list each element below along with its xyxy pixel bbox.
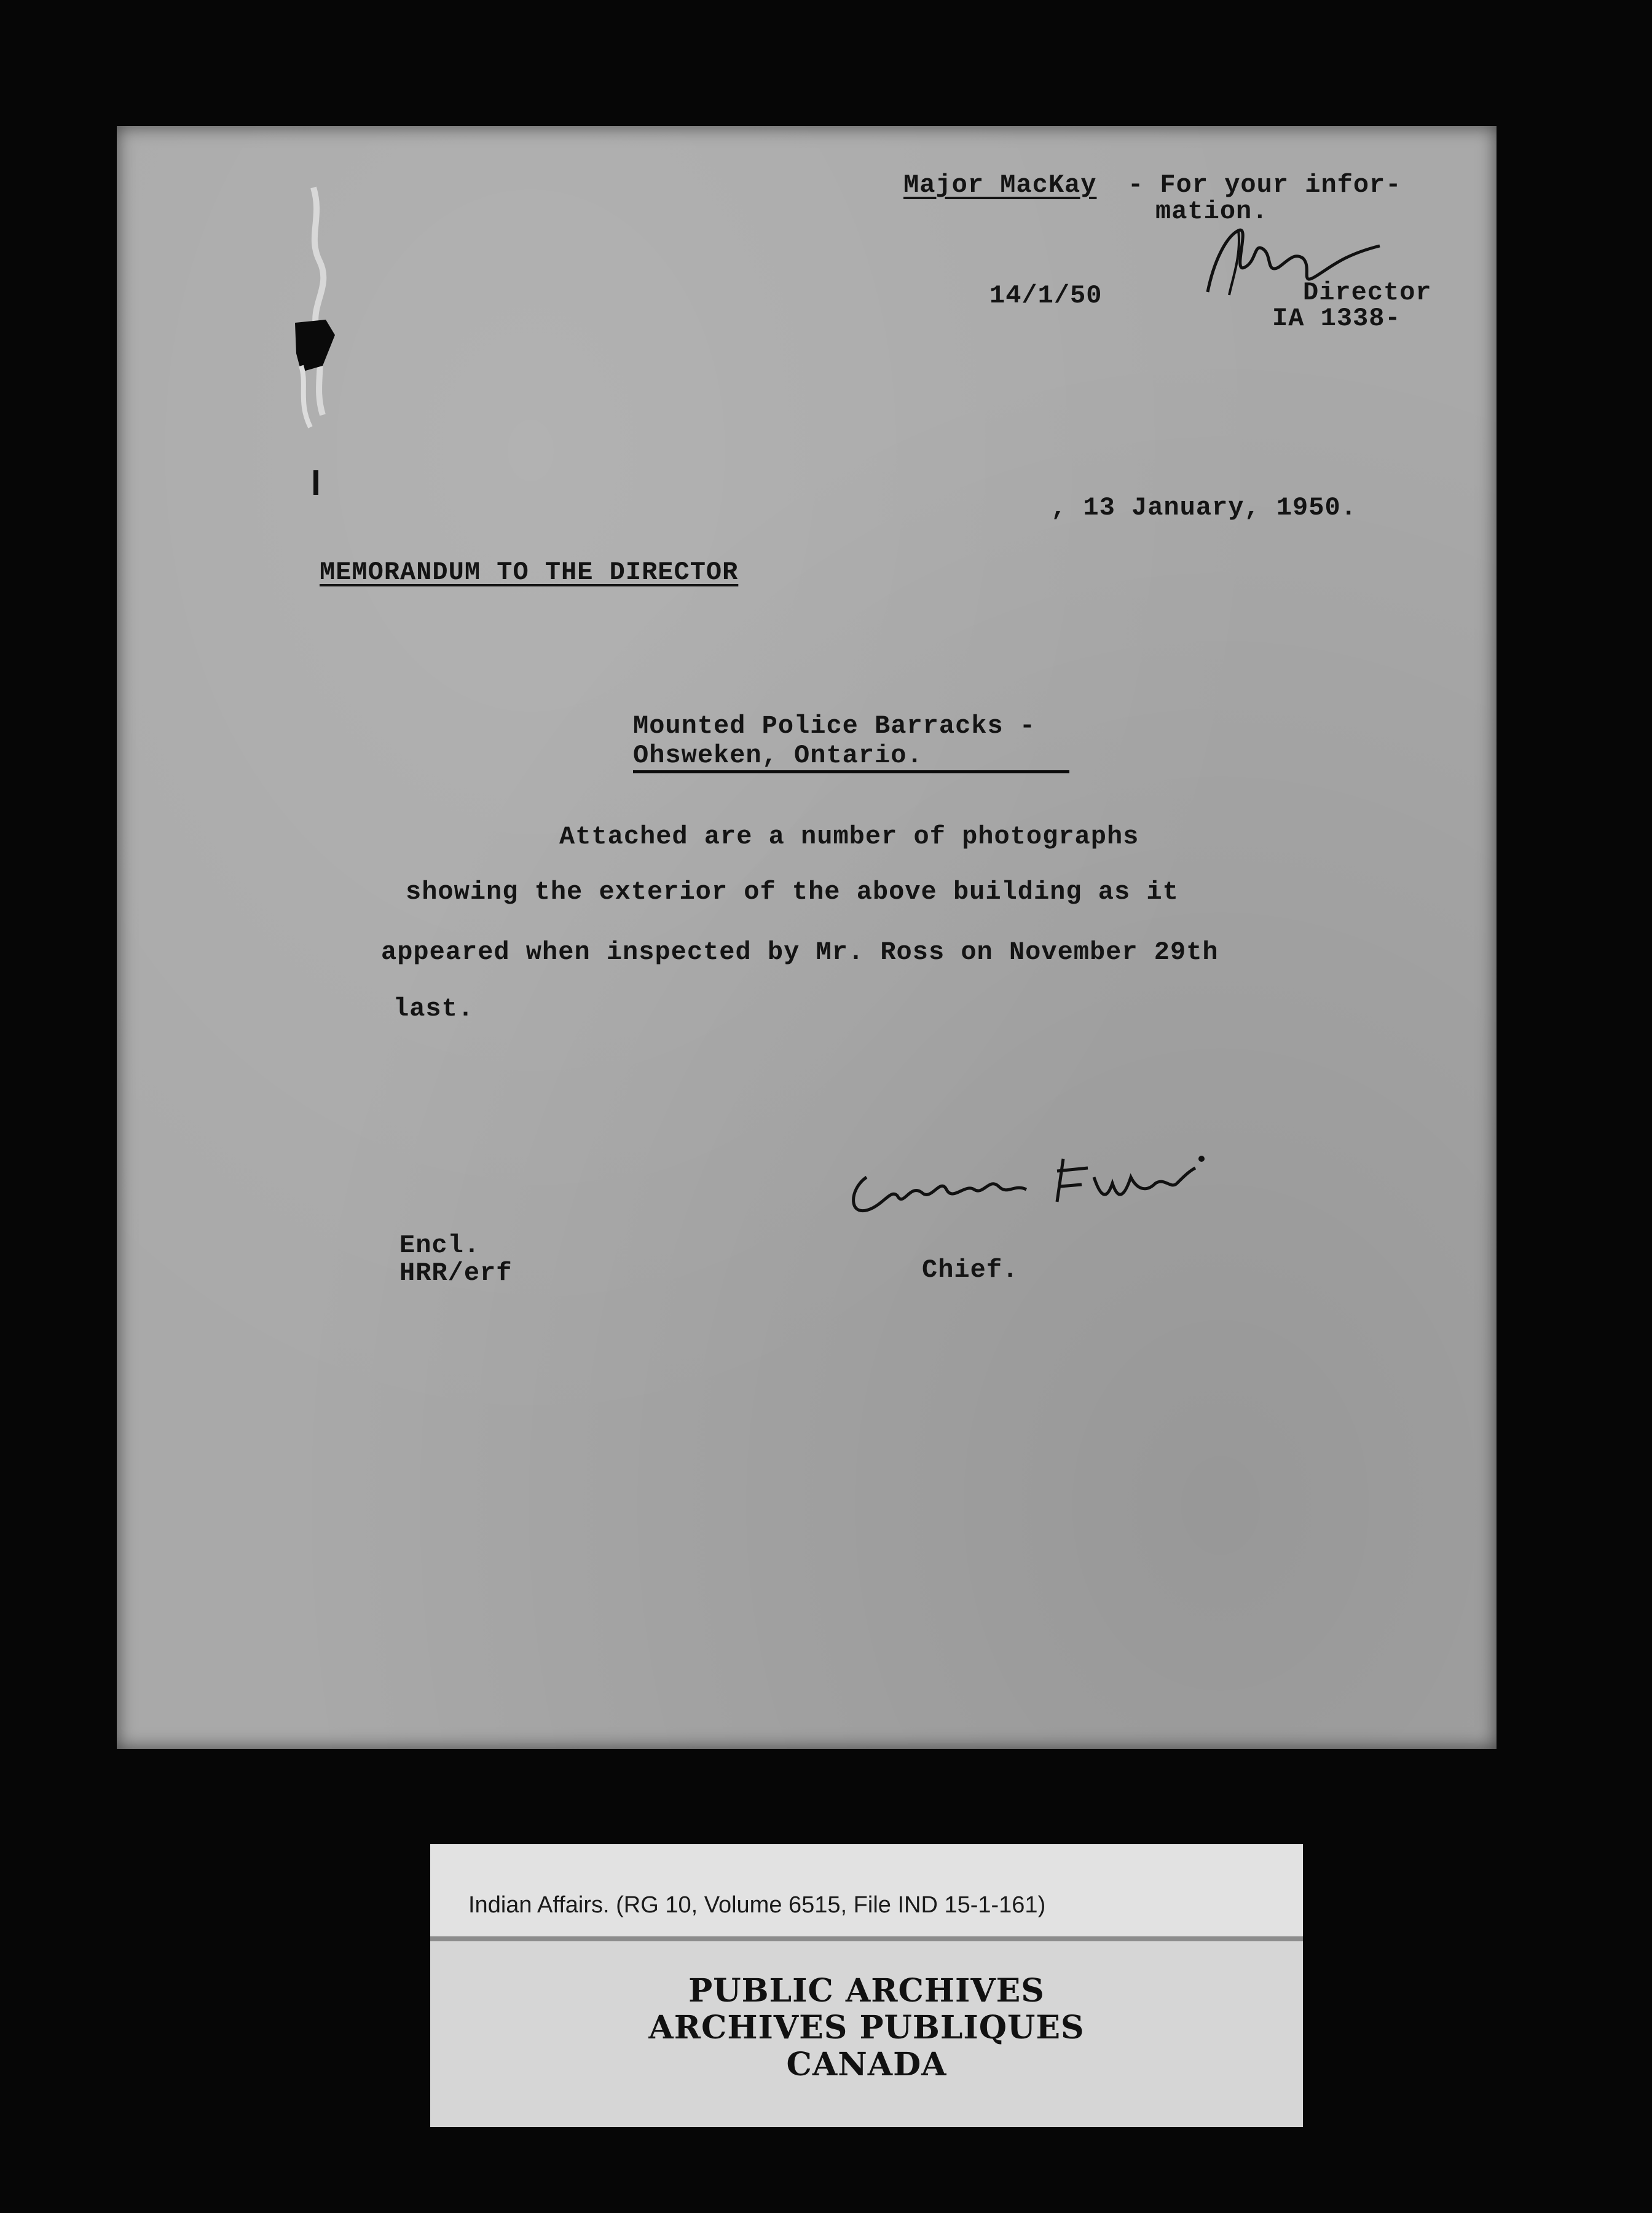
archive-label-top — [430, 1844, 1303, 1936]
archive-label-bottom — [430, 1941, 1303, 2127]
typist-initials: HRR/erf — [399, 1258, 513, 1288]
archive-reference: Indian Affairs. (RG 10, Volume 6515, File IND 15-1-161) — [468, 1892, 1046, 1918]
body-line-4: last. — [393, 994, 474, 1024]
routing-note-line-2: mation. — [1155, 197, 1268, 226]
enclosure-note: Encl. — [399, 1231, 481, 1260]
paper-tear-mark — [289, 181, 344, 575]
subject-line-1: Mounted Police Barracks - — [633, 711, 1036, 741]
routing-title: Director — [1303, 278, 1432, 307]
archive-country: CANADA — [786, 2046, 947, 2083]
body-line-1: Attached are a number of photographs — [559, 822, 1139, 851]
archive-label-divider — [430, 1936, 1303, 1941]
archive-name-english: PUBLIC ARCHIVES — [688, 1972, 1045, 2010]
routing-file-number: IA 1338- — [1272, 304, 1401, 333]
chief-signature — [842, 1134, 1211, 1233]
subject-underline — [633, 770, 1069, 773]
signature-title: Chief. — [922, 1255, 1019, 1285]
archive-label-card — [430, 1844, 1303, 2127]
memo-heading: MEMORANDUM TO THE DIRECTOR — [320, 558, 739, 587]
body-line-3: appeared when inspected by Mr. Ross on November 29th — [381, 937, 1219, 967]
memo-date: , 13 January, 1950. — [1051, 493, 1357, 523]
routing-date: 14/1/50 — [989, 281, 1103, 310]
routing-note-line-1: - For your infor- — [1128, 170, 1402, 200]
memo-page — [117, 126, 1497, 1749]
routing-name: Major MacKay — [903, 170, 1097, 200]
body-line-2: showing the exterior of the above building as it — [406, 877, 1179, 907]
archive-name-french: ARCHIVES PUBLIQUES — [648, 2009, 1085, 2046]
subject-line-2: Ohsweken, Ontario. — [633, 741, 923, 770]
